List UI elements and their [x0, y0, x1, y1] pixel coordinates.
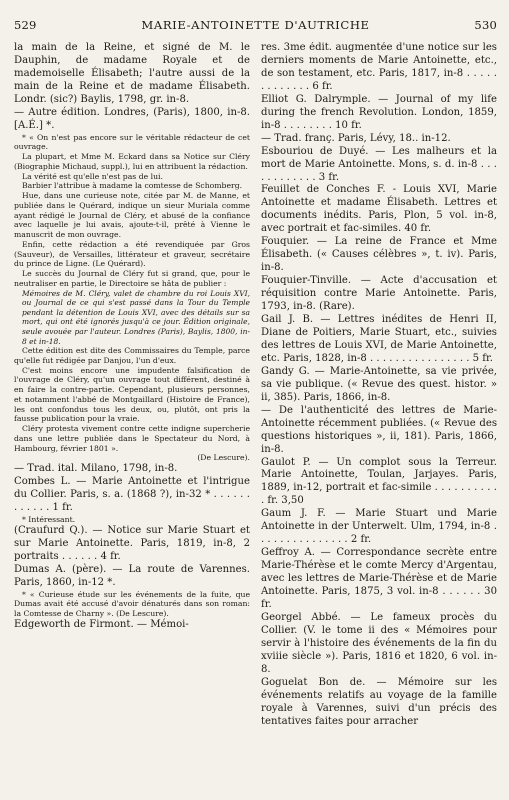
bibliography-entry: Fouquier. — La reine de France et Mme Élisabeth. (« Causes célèbres », t. iv). Paris, in-8. [261, 236, 497, 274]
bibliography-entry: Gaum J. F. — Marie Stuart und Marie Antoinette in der Unterwelt. Ulm, 1794, in-8 . . . . . . . . . . . . . . . 2 fr. [261, 508, 497, 546]
bibliography-entry: — De l'authenticité des lettres de Marie-Antoinette récemment publiées. (« Revue des questions historiques », ii, 181). Paris, 1866, in-8. [261, 404, 497, 455]
bibliography-entry: res. 3me édit. augmentée d'une notice sur les derniers moments de Marie Antoinette, etc., de son testament, etc. Paris, 1817, in-8 . . . . . . . . . . . . . 6 fr. [261, 42, 497, 92]
footnote: Hue, dans une curieuse note, citée par M. de Manne, et publiée dans le Quérard, indique un sieur Muriala comme ayant rédigé le Journal de Cléry, et abusé de la confiance avec laquelle je lui avais, ajoute-t-il, prêté à Vienne le manuscrit de mon ouvrage. [14, 191, 250, 240]
bibliography-entry: Esbouriou de Duyé. — Les malheurs et la mort de Marie Antoinette. Mons, s. d. in-8 . . . . . . . . . . . . 3 fr. [261, 145, 497, 183]
bibliography-entry: Goguelat Bon de. — Mémoire sur les événements relatifs au voyage de la famille royale à Varennes, suivi d'un précis des tentatives faites pour arracher [261, 676, 497, 727]
footnote: Le succès du Journal de Cléry fut si grand, que, pour le neutraliser en partie, le Directoire se hâta de publier : [14, 269, 250, 288]
bibliography-entry: Geffroy A. — Correspondance secrète entre Marie-Thérèse et le comte Mercy d'Argentau, avec les lettres de Marie-Thérèse et de Marie Antoinette. Paris, 1875, 3 vol. in-8 . . . . . . 30 fr. [261, 547, 497, 610]
footnote: Cette édition est dite des Commissaires du Temple, parce qu'elle fut rédigée par Danjou, l'un d'eux. [14, 346, 250, 365]
bibliography-entry: Dumas A. (père). — La route de Varennes. Paris, 1860, in-12 *. [14, 563, 250, 588]
bibliography-entry: (Craufurd Q.). — Notice sur Marie Stuart et sur Marie Antoinette. Paris, 1819, in-8, 2 portraits . . . . . . 4 fr. [14, 524, 250, 562]
footnote: La plupart, et Mme M. Eckard dans sa Notice sur Cléry (Biographie Michaud, suppl.), lui en attribuent la rédaction. [14, 152, 250, 171]
bibliography-entry: — Trad. franç. Paris, Lévy, 18.. in-12. [261, 132, 451, 144]
text-columns [14, 42, 497, 729]
page-number-right: 530 [474, 18, 497, 32]
bibliography-entry: Gaulot P. — Un complot sous la Terreur. Marie Antoinette, Toulan, Jarjayes. Paris, 1889, in-12, portrait et fac-simile . . . . . . . . . . . fr. 3,50 [261, 456, 497, 507]
bibliography-entry: Georgel Abbé. — Le fameux procès du Collier. (V. le tome ii des « Mémoires pour servir à l'histoire des événements de la fin du xviiie siècle »). Paris, 1816 et 1820, 6 vol. in-8. [261, 611, 497, 675]
quoted-title: Mémoires de M. Cléry, valet de chambre du roi Louis XVI, ou Journal de ce qui s'est passé dans la Tour du Temple pendant la détention de Louis XVI, avec des détails sur sa mort, qui ont été ignorés jusqu'à ce jour. Édition originale, seule avouée par l'auteur. Londres (Paris), Baylis, 1800, in-8 et in-18. [22, 288, 250, 346]
running-title: MARIE-ANTOINETTE D'AUTRICHE [141, 18, 370, 32]
bibliography-entry: la main de la Reine, et signé de M. le Dauphin, de madame Royale et de mademoiselle Élisabeth; l'autre aussi de la main de la Reine et de madame Élisabeth. Londr. (sic?) Baylis, 1798, gr. in-8. [14, 42, 250, 105]
page-header [14, 12, 497, 38]
footnote-citation: (De Lescure). [197, 453, 250, 463]
bibliography-entry: — Trad. ital. Milano, 1798, in-8. [14, 463, 178, 475]
footnote: * « On n'est pas encore sur le véritable rédacteur de cet ouvrage. [14, 132, 250, 152]
bibliography-entry: Edgeworth de Firmont. — Mémoi- [14, 618, 189, 630]
bibliography-entry: Gandy G. — Marie-Antoinette, sa vie privée, sa vie publique. (« Revue des quest. histor. » ii, 385). Paris, 1866, in-8. [261, 365, 497, 403]
bibliography-entry: Feuillet de Conches F. - Louis XVI, Marie Antoinette et madame Élisabeth. Lettres et documents inédits. Paris, Plon, 5 vol. in-8, avec portrait et fac-similes. 40 fr. [261, 184, 497, 235]
left-column [14, 42, 250, 729]
right-column [261, 42, 497, 729]
footnote: * Intéressant. [22, 515, 76, 525]
bibliography-entry: Combes L. — Marie Antoinette et l'intrigue du Collier. Paris, s. a. (1868 ?), in-32 * . . . . . . . . . . . . 1 fr. [14, 476, 250, 514]
bibliography-entry: — Autre édition. Londres, (Paris), 1800, in-8. [A.É.] *. [14, 106, 250, 131]
footnote: C'est moins encore une impudente falsification de l'ouvrage de Cléry, qu'un ouvrage tout différent, destiné à en faire la contre-partie. Cependant, plusieurs personnes, et notamment l'abbé de Montgaillard (Histoire de France), les ont confondus tous les deux, ou, plutôt, ont pris la fausse publication pour la vraie. [14, 365, 250, 424]
bibliography-entry: Elliot G. Dalrymple. — Journal of my life during the french Revolution. London, 1859, in-8 . . . . . . . . 10 fr. [261, 93, 497, 131]
bibliography-entry: Fouquier-Tinville. — Acte d'accusation et réquisition contre Marie Antoinette. Paris, 1793, in-8. (Rare). [261, 275, 497, 313]
footnote: Enfin, cette rédaction a été revendiquée par Gros (Sauveur), de Versailles, littérateur et graveur, secrétaire du prince de Ligne. (Le Quérard). [14, 239, 250, 269]
footnote: La vérité est qu'elle n'est pas de lui. [22, 171, 163, 181]
footnote: Cléry protesta vivement contre cette indigne supercherie dans une lettre publiée dans le Spectateur du Nord, à Hambourg, février 1801 ». [14, 424, 250, 453]
bibliography-entry: Gail J. B. — Lettres inédites de Henri II, Diane de Poitiers, Marie Stuart, etc., suivies des lettres de Louis XVI, de Marie Antoinette, etc. Paris, 1828, in-8 . . . . . . . . . . . . . . . . 5 fr. [261, 314, 497, 364]
footnote: Barbier l'attribue à madame la comtesse de Schomberg. [22, 181, 243, 191]
footnote: * « Curieuse étude sur les événements de la fuite, que Dumas avait été accusé d'avoir dénaturés dans son roman: la Comtesse de Charny ». (De Lescure). [14, 589, 250, 619]
page-number-left: 529 [14, 18, 37, 32]
